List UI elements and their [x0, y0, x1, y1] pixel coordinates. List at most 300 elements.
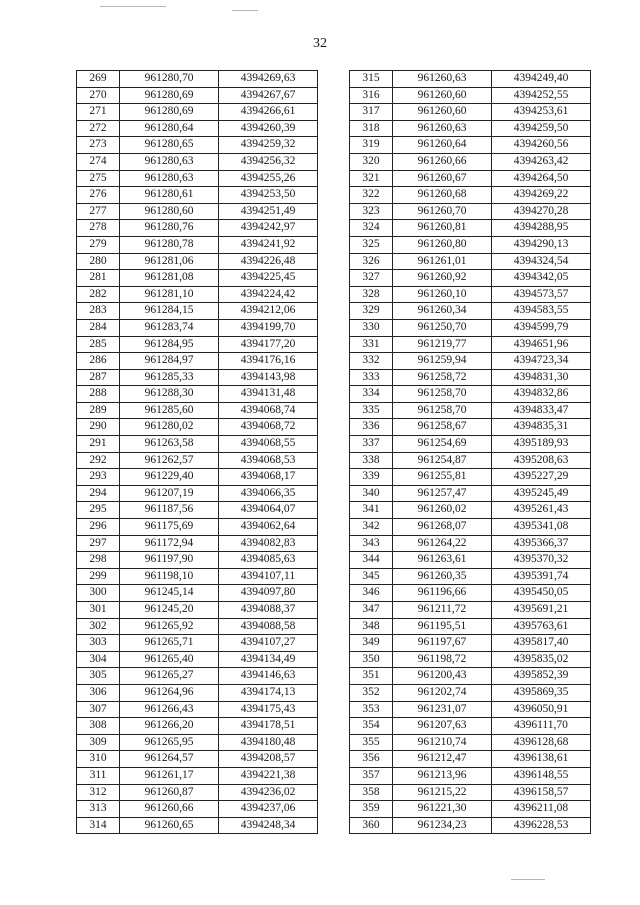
y-coordinate-cell: 4396211,08 [492, 801, 591, 818]
y-coordinate-cell: 4396228,53 [492, 817, 591, 834]
table-row [77, 87, 318, 104]
point-number-cell: 273 [77, 137, 120, 154]
x-coordinate-cell: 961280,02 [120, 419, 219, 436]
table-row [350, 87, 591, 104]
point-number-cell: 338 [350, 452, 393, 469]
x-coordinate-cell: 961250,70 [393, 319, 492, 336]
coordinates-table-right [349, 70, 591, 834]
y-coordinate-cell: 4394226,48 [219, 253, 318, 270]
x-coordinate-cell: 961260,65 [120, 817, 219, 834]
table-row [77, 701, 318, 718]
table-row [350, 303, 591, 320]
table-row [77, 369, 318, 386]
scan-mark-top-left [100, 6, 166, 7]
y-coordinate-cell: 4394831,30 [492, 369, 591, 386]
y-coordinate-cell: 4394236,02 [219, 784, 318, 801]
point-number-cell: 291 [77, 436, 120, 453]
y-coordinate-cell: 4396111,70 [492, 718, 591, 735]
table-row [77, 402, 318, 419]
point-number-cell: 351 [350, 668, 393, 685]
y-coordinate-cell: 4394180,48 [219, 734, 318, 751]
y-coordinate-cell: 4395450,05 [492, 585, 591, 602]
y-coordinate-cell: 4395391,74 [492, 568, 591, 585]
y-coordinate-cell: 4394267,67 [219, 87, 318, 104]
x-coordinate-cell: 961245,20 [120, 602, 219, 619]
point-number-cell: 270 [77, 87, 120, 104]
point-number-cell: 323 [350, 203, 393, 220]
x-coordinate-cell: 961265,40 [120, 651, 219, 668]
table-row [350, 353, 591, 370]
point-number-cell: 285 [77, 336, 120, 353]
point-number-cell: 331 [350, 336, 393, 353]
y-coordinate-cell: 4396050,91 [492, 701, 591, 718]
point-number-cell: 286 [77, 353, 120, 370]
x-coordinate-cell: 961284,95 [120, 336, 219, 353]
point-number-cell: 313 [77, 801, 120, 818]
table-row [77, 718, 318, 735]
point-number-cell: 280 [77, 253, 120, 270]
y-coordinate-cell: 4394134,49 [219, 651, 318, 668]
table-row [350, 535, 591, 552]
table-row [77, 784, 318, 801]
x-coordinate-cell: 961260,68 [393, 187, 492, 204]
table-row [350, 734, 591, 751]
y-coordinate-cell: 4394221,38 [219, 767, 318, 784]
point-number-cell: 340 [350, 485, 393, 502]
x-coordinate-cell: 961202,74 [393, 684, 492, 701]
table-row [77, 751, 318, 768]
table-row [77, 187, 318, 204]
y-coordinate-cell: 4394573,57 [492, 286, 591, 303]
y-coordinate-cell: 4394064,07 [219, 502, 318, 519]
table-row [350, 286, 591, 303]
x-coordinate-cell: 961260,87 [120, 784, 219, 801]
point-number-cell: 354 [350, 718, 393, 735]
point-number-cell: 320 [350, 153, 393, 170]
x-coordinate-cell: 961284,97 [120, 353, 219, 370]
point-number-cell: 294 [77, 485, 120, 502]
point-number-cell: 303 [77, 635, 120, 652]
y-coordinate-cell: 4394251,49 [219, 203, 318, 220]
table-row [350, 187, 591, 204]
x-coordinate-cell: 961210,74 [393, 734, 492, 751]
x-coordinate-cell: 961284,15 [120, 303, 219, 320]
point-number-cell: 277 [77, 203, 120, 220]
table-row [77, 502, 318, 519]
y-coordinate-cell: 4394097,80 [219, 585, 318, 602]
point-number-cell: 357 [350, 767, 393, 784]
table-row [350, 170, 591, 187]
x-coordinate-cell: 961264,96 [120, 684, 219, 701]
table-row [350, 602, 591, 619]
point-number-cell: 355 [350, 734, 393, 751]
point-number-cell: 296 [77, 519, 120, 536]
table-row [77, 734, 318, 751]
x-coordinate-cell: 961261,01 [393, 253, 492, 270]
point-number-cell: 336 [350, 419, 393, 436]
table-row [350, 651, 591, 668]
point-number-cell: 304 [77, 651, 120, 668]
y-coordinate-cell: 4394241,92 [219, 236, 318, 253]
y-coordinate-cell: 4394832,86 [492, 386, 591, 403]
point-number-cell: 318 [350, 120, 393, 137]
coordinates-table-left-body [77, 71, 318, 834]
y-coordinate-cell: 4394224,42 [219, 286, 318, 303]
x-coordinate-cell: 961258,70 [393, 386, 492, 403]
y-coordinate-cell: 4394269,63 [219, 71, 318, 88]
table-row [77, 419, 318, 436]
y-coordinate-cell: 4394176,16 [219, 353, 318, 370]
x-coordinate-cell: 961197,67 [393, 635, 492, 652]
point-number-cell: 299 [77, 568, 120, 585]
y-coordinate-cell: 4394263,42 [492, 153, 591, 170]
y-coordinate-cell: 4394199,70 [219, 319, 318, 336]
y-coordinate-cell: 4396158,57 [492, 784, 591, 801]
x-coordinate-cell: 961260,60 [393, 104, 492, 121]
x-coordinate-cell: 961207,63 [393, 718, 492, 735]
y-coordinate-cell: 4394342,05 [492, 270, 591, 287]
point-number-cell: 337 [350, 436, 393, 453]
point-number-cell: 347 [350, 602, 393, 619]
y-coordinate-cell: 4394131,48 [219, 386, 318, 403]
point-number-cell: 302 [77, 618, 120, 635]
point-number-cell: 292 [77, 452, 120, 469]
x-coordinate-cell: 961200,43 [393, 668, 492, 685]
table-row [77, 602, 318, 619]
point-number-cell: 325 [350, 236, 393, 253]
point-number-cell: 352 [350, 684, 393, 701]
table-row [350, 253, 591, 270]
point-number-cell: 297 [77, 535, 120, 552]
table-row [350, 668, 591, 685]
x-coordinate-cell: 961280,63 [120, 153, 219, 170]
point-number-cell: 316 [350, 87, 393, 104]
table-row [350, 801, 591, 818]
x-coordinate-cell: 961261,17 [120, 767, 219, 784]
y-coordinate-cell: 4395366,37 [492, 535, 591, 552]
y-coordinate-cell: 4395852,39 [492, 668, 591, 685]
y-coordinate-cell: 4394068,72 [219, 419, 318, 436]
table-row [350, 369, 591, 386]
point-number-cell: 349 [350, 635, 393, 652]
x-coordinate-cell: 961260,02 [393, 502, 492, 519]
table-row [350, 452, 591, 469]
y-coordinate-cell: 4394248,34 [219, 817, 318, 834]
y-coordinate-cell: 4394208,57 [219, 751, 318, 768]
x-coordinate-cell: 961260,35 [393, 568, 492, 585]
x-coordinate-cell: 961280,60 [120, 203, 219, 220]
point-number-cell: 300 [77, 585, 120, 602]
x-coordinate-cell: 961280,61 [120, 187, 219, 204]
table-row [350, 120, 591, 137]
table-row [350, 568, 591, 585]
y-coordinate-cell: 4394175,43 [219, 701, 318, 718]
y-coordinate-cell: 4395208,63 [492, 452, 591, 469]
x-coordinate-cell: 961258,72 [393, 369, 492, 386]
x-coordinate-cell: 961259,94 [393, 353, 492, 370]
y-coordinate-cell: 4394833,47 [492, 402, 591, 419]
y-coordinate-cell: 4395245,49 [492, 485, 591, 502]
point-number-cell: 276 [77, 187, 120, 204]
x-coordinate-cell: 961213,96 [393, 767, 492, 784]
y-coordinate-cell: 4394068,55 [219, 436, 318, 453]
y-coordinate-cell: 4395869,35 [492, 684, 591, 701]
x-coordinate-cell: 961268,07 [393, 519, 492, 536]
table-row [77, 568, 318, 585]
table-row [77, 585, 318, 602]
table-row [77, 436, 318, 453]
x-coordinate-cell: 961260,66 [120, 801, 219, 818]
point-number-cell: 315 [350, 71, 393, 88]
table-row [77, 170, 318, 187]
table-row [350, 336, 591, 353]
y-coordinate-cell: 4394255,26 [219, 170, 318, 187]
x-coordinate-cell: 961260,67 [393, 170, 492, 187]
y-coordinate-cell: 4395341,08 [492, 519, 591, 536]
table-row [77, 651, 318, 668]
y-coordinate-cell: 4394068,53 [219, 452, 318, 469]
table-row [77, 618, 318, 635]
y-coordinate-cell: 4394651,96 [492, 336, 591, 353]
point-number-cell: 275 [77, 170, 120, 187]
x-coordinate-cell: 961260,63 [393, 120, 492, 137]
point-number-cell: 330 [350, 319, 393, 336]
x-coordinate-cell: 961187,56 [120, 502, 219, 519]
x-coordinate-cell: 961260,92 [393, 270, 492, 287]
x-coordinate-cell: 961280,69 [120, 104, 219, 121]
x-coordinate-cell: 961285,60 [120, 402, 219, 419]
point-number-cell: 332 [350, 353, 393, 370]
point-number-cell: 293 [77, 469, 120, 486]
point-number-cell: 359 [350, 801, 393, 818]
x-coordinate-cell: 961215,22 [393, 784, 492, 801]
x-coordinate-cell: 961219,77 [393, 336, 492, 353]
y-coordinate-cell: 4394107,11 [219, 568, 318, 585]
point-number-cell: 298 [77, 552, 120, 569]
y-coordinate-cell: 4395763,61 [492, 618, 591, 635]
x-coordinate-cell: 961211,72 [393, 602, 492, 619]
x-coordinate-cell: 961260,81 [393, 220, 492, 237]
x-coordinate-cell: 961266,43 [120, 701, 219, 718]
table-row [350, 701, 591, 718]
x-coordinate-cell: 961285,33 [120, 369, 219, 386]
point-number-cell: 342 [350, 519, 393, 536]
point-number-cell: 327 [350, 270, 393, 287]
y-coordinate-cell: 4396138,61 [492, 751, 591, 768]
table-row [77, 153, 318, 170]
point-number-cell: 282 [77, 286, 120, 303]
table-row [77, 684, 318, 701]
x-coordinate-cell: 961265,95 [120, 734, 219, 751]
table-row [77, 303, 318, 320]
table-row [350, 635, 591, 652]
x-coordinate-cell: 961260,60 [393, 87, 492, 104]
table-row [350, 485, 591, 502]
x-coordinate-cell: 961263,58 [120, 436, 219, 453]
table-row [350, 436, 591, 453]
x-coordinate-cell: 961280,76 [120, 220, 219, 237]
point-number-cell: 339 [350, 469, 393, 486]
table-row [350, 71, 591, 88]
x-coordinate-cell: 961229,40 [120, 469, 219, 486]
table-row [77, 452, 318, 469]
table-row [77, 336, 318, 353]
table-row [77, 270, 318, 287]
point-number-cell: 344 [350, 552, 393, 569]
x-coordinate-cell: 961281,10 [120, 286, 219, 303]
table-row [350, 104, 591, 121]
y-coordinate-cell: 4395835,02 [492, 651, 591, 668]
x-coordinate-cell: 961265,92 [120, 618, 219, 635]
table-row [350, 203, 591, 220]
point-number-cell: 301 [77, 602, 120, 619]
table-row [350, 767, 591, 784]
x-coordinate-cell: 961283,74 [120, 319, 219, 336]
point-number-cell: 346 [350, 585, 393, 602]
x-coordinate-cell: 961280,78 [120, 236, 219, 253]
x-coordinate-cell: 961255,81 [393, 469, 492, 486]
x-coordinate-cell: 961254,69 [393, 436, 492, 453]
point-number-cell: 271 [77, 104, 120, 121]
table-row [350, 618, 591, 635]
y-coordinate-cell: 4394146,63 [219, 668, 318, 685]
table-row [350, 469, 591, 486]
table-row [350, 153, 591, 170]
table-row [77, 353, 318, 370]
y-coordinate-cell: 4394288,95 [492, 220, 591, 237]
y-coordinate-cell: 4394174,13 [219, 684, 318, 701]
point-number-cell: 288 [77, 386, 120, 403]
point-number-cell: 345 [350, 568, 393, 585]
y-coordinate-cell: 4395261,43 [492, 502, 591, 519]
point-number-cell: 284 [77, 319, 120, 336]
table-row [350, 718, 591, 735]
table-row [350, 519, 591, 536]
y-coordinate-cell: 4394259,32 [219, 137, 318, 154]
table-row [77, 635, 318, 652]
point-number-cell: 317 [350, 104, 393, 121]
x-coordinate-cell: 961258,67 [393, 419, 492, 436]
point-number-cell: 279 [77, 236, 120, 253]
y-coordinate-cell: 4395817,40 [492, 635, 591, 652]
table-row [77, 120, 318, 137]
table-row [77, 817, 318, 834]
table-row [77, 469, 318, 486]
y-coordinate-cell: 4394066,35 [219, 485, 318, 502]
y-coordinate-cell: 4394270,28 [492, 203, 591, 220]
table-row [77, 485, 318, 502]
table-row [77, 286, 318, 303]
y-coordinate-cell: 4394177,20 [219, 336, 318, 353]
y-coordinate-cell: 4394082,83 [219, 535, 318, 552]
y-coordinate-cell: 4394225,45 [219, 270, 318, 287]
y-coordinate-cell: 4394107,27 [219, 635, 318, 652]
y-coordinate-cell: 4394237,06 [219, 801, 318, 818]
point-number-cell: 322 [350, 187, 393, 204]
table-row [350, 386, 591, 403]
x-coordinate-cell: 961262,57 [120, 452, 219, 469]
table-row [77, 104, 318, 121]
x-coordinate-cell: 961280,69 [120, 87, 219, 104]
point-number-cell: 328 [350, 286, 393, 303]
x-coordinate-cell: 961260,63 [393, 71, 492, 88]
y-coordinate-cell: 4394723,34 [492, 353, 591, 370]
point-number-cell: 334 [350, 386, 393, 403]
table-row [77, 319, 318, 336]
table-row [350, 502, 591, 519]
point-number-cell: 329 [350, 303, 393, 320]
table-row [350, 419, 591, 436]
point-number-cell: 324 [350, 220, 393, 237]
table-row [350, 220, 591, 237]
scan-mark-top-middle [232, 10, 258, 11]
x-coordinate-cell: 961264,57 [120, 751, 219, 768]
y-coordinate-cell: 4394256,32 [219, 153, 318, 170]
table-row [77, 71, 318, 88]
table-row [77, 253, 318, 270]
coordinates-table-right-body [350, 71, 591, 834]
point-number-cell: 341 [350, 502, 393, 519]
table-row [77, 203, 318, 220]
point-number-cell: 310 [77, 751, 120, 768]
x-coordinate-cell: 961263,61 [393, 552, 492, 569]
x-coordinate-cell: 961281,08 [120, 270, 219, 287]
x-coordinate-cell: 961258,70 [393, 402, 492, 419]
point-number-cell: 272 [77, 120, 120, 137]
point-number-cell: 319 [350, 137, 393, 154]
x-coordinate-cell: 961175,69 [120, 519, 219, 536]
point-number-cell: 343 [350, 535, 393, 552]
x-coordinate-cell: 961231,07 [393, 701, 492, 718]
y-coordinate-cell: 4396148,55 [492, 767, 591, 784]
x-coordinate-cell: 961265,27 [120, 668, 219, 685]
table-row [350, 684, 591, 701]
x-coordinate-cell: 961221,30 [393, 801, 492, 818]
point-number-cell: 290 [77, 419, 120, 436]
table-row [350, 552, 591, 569]
x-coordinate-cell: 961198,10 [120, 568, 219, 585]
y-coordinate-cell: 4394290,13 [492, 236, 591, 253]
x-coordinate-cell: 961234,23 [393, 817, 492, 834]
table-row [350, 319, 591, 336]
table-row [77, 519, 318, 536]
point-number-cell: 306 [77, 684, 120, 701]
point-number-cell: 308 [77, 718, 120, 735]
point-number-cell: 281 [77, 270, 120, 287]
point-number-cell: 305 [77, 668, 120, 685]
y-coordinate-cell: 4395691,21 [492, 602, 591, 619]
y-coordinate-cell: 4394260,39 [219, 120, 318, 137]
x-coordinate-cell: 961198,72 [393, 651, 492, 668]
table-row [350, 784, 591, 801]
table-row [77, 386, 318, 403]
y-coordinate-cell: 4394260,56 [492, 137, 591, 154]
x-coordinate-cell: 961260,80 [393, 236, 492, 253]
x-coordinate-cell: 961266,20 [120, 718, 219, 735]
y-coordinate-cell: 4395227,29 [492, 469, 591, 486]
page-number: 32 [313, 36, 327, 51]
table-row [77, 236, 318, 253]
x-coordinate-cell: 961260,64 [393, 137, 492, 154]
y-coordinate-cell: 4394178,51 [219, 718, 318, 735]
y-coordinate-cell: 4394324,54 [492, 253, 591, 270]
point-number-cell: 360 [350, 817, 393, 834]
x-coordinate-cell: 961280,64 [120, 120, 219, 137]
x-coordinate-cell: 961260,70 [393, 203, 492, 220]
table-row [77, 668, 318, 685]
y-coordinate-cell: 4394253,50 [219, 187, 318, 204]
x-coordinate-cell: 961260,66 [393, 153, 492, 170]
